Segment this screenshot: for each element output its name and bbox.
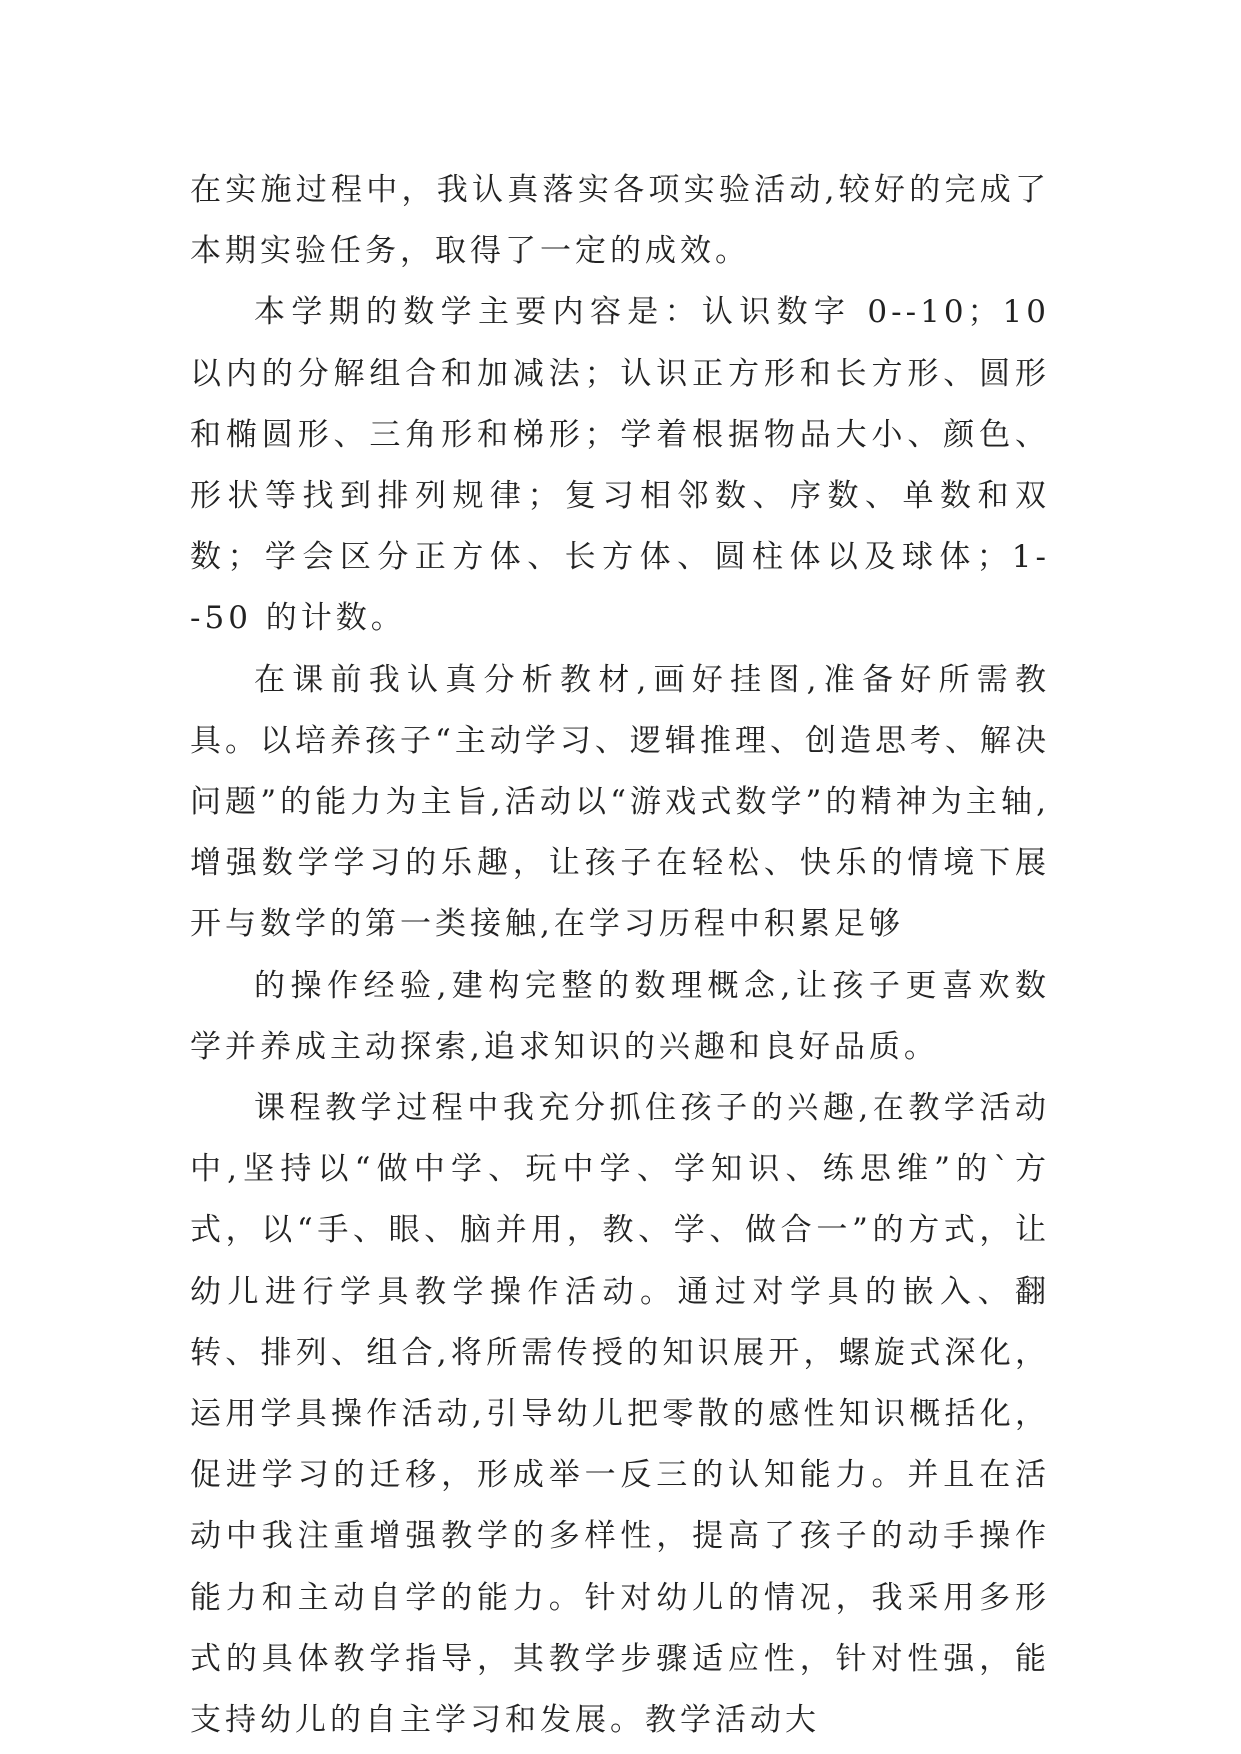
paragraph-4: 的操作经验,建构完整的数理概念,让孩子更喜欢数学并养成主动探索,追求知识的兴趣和良好品质。 bbox=[190, 967, 1050, 1065]
paragraph-5: 课程教学过程中我充分抓住孩子的兴趣,在教学活动中,坚持以“做中学、玩中学、学知识、练思维”的`方式，以“手、眼、脑并用，教、学、做合一”的方式，让幼儿进行学具教学操作活动。通过对学具的嵌入、翻转、排列、组合,将所需传授的知识展开，螺旋式深化，运用学具操作活动,引导幼儿把零散的感性知识概括化，促进学习的迁移，形成举一反三的认知能力。并且在活动中我注重增强教学的多样性，提高了孩子的动手操作能力和主动自学的能力。针对幼儿的情况，我采用多形式的具体教学指导，其教学步骤适应性，针对性强，能支持幼儿的自主学习和发展。教学活动大 bbox=[190, 1090, 1050, 1739]
paragraph-2: 本学期的数学主要内容是：认识数字 0--10；10 以内的分解组合和加减法；认识正方形和长方形、圆形和椭圆形、三角形和梯形；学着根据物品大小、颜色、形状等找到排列规律；复习相邻数、序数、单数和双数；学会区分正方体、长方体、圆柱体以及球体；1--50 的计数。 bbox=[190, 294, 1050, 637]
paragraph-1: 在实施过程中，我认真落实各项实验活动,较好的完成了本期实验任务，取得了一定的成效。 bbox=[190, 172, 1050, 270]
paragraph-3: 在课前我认真分析教材,画好挂图,准备好所需教具。以培养孩子“主动学习、逻辑推理、创造思考、解决问题”的能力为主旨,活动以“游戏式数学”的精神为主轴,增强数学学习的乐趣，让孩子在轻松、快乐的情境下展开与数学的第一类接触,在学习历程中积累足够 bbox=[190, 661, 1050, 943]
document-body bbox=[190, 160, 1050, 1751]
